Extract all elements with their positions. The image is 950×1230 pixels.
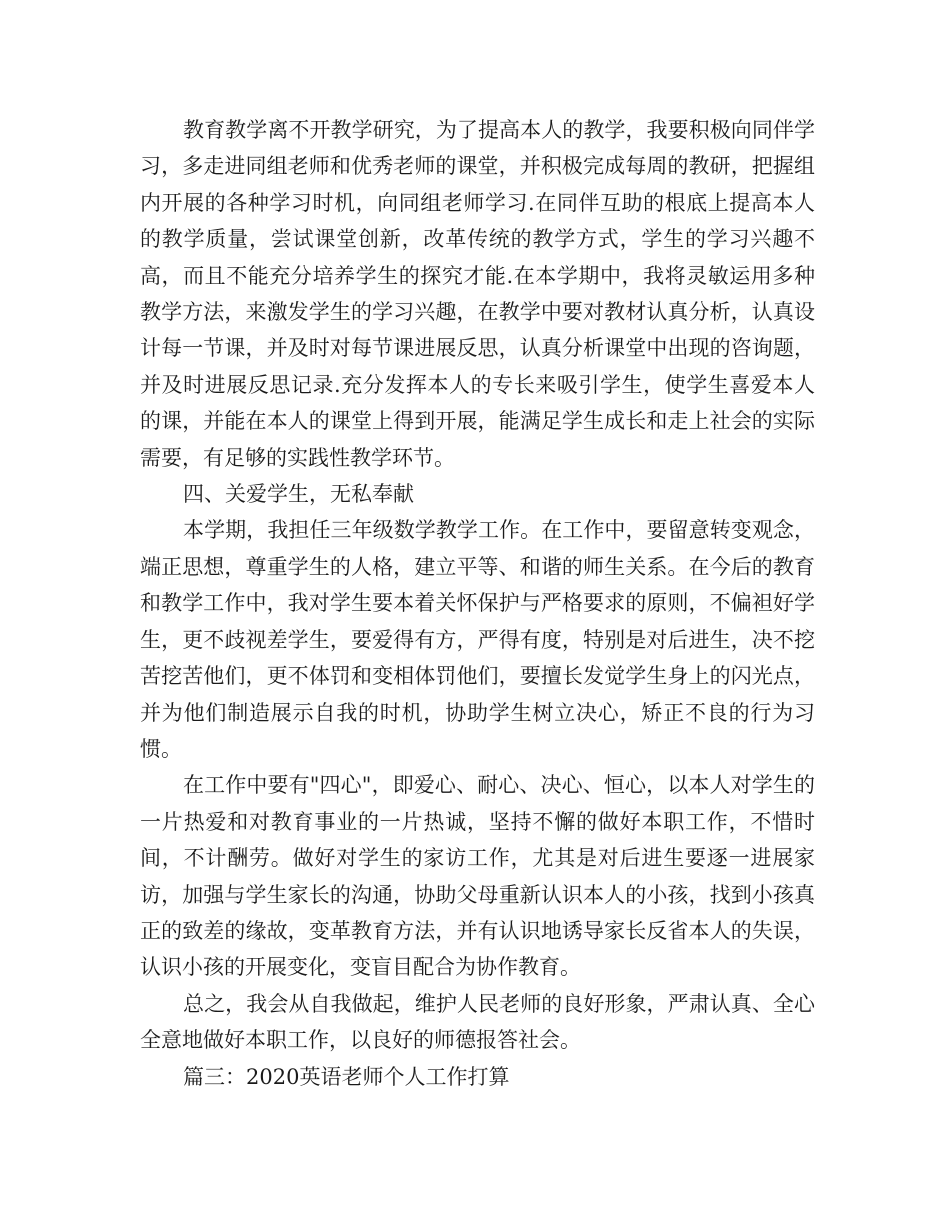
paragraph-summary: 总之，我会从自我做起，维护人民老师的良好形象，严肃认真、全心全意地做好本职工作，以良好的师德报答社会。	[140, 991, 815, 1053]
paragraph-teaching-research: 教育教学离不开教学研究，为了提高本人的教学，我要积极向同伴学习，多走进同组老师和优秀老师的课堂，并积极完成每周的教研，把握组内开展的各种学习时机，向同组老师学习.在同伴互助的根底上提高本人的教学质量，尝试课堂创新，改革传统的教学方式，学生的学习兴趣不高，而且不能充分培养学生的探究才能.在本学期中，我将灵敏运用多种教学方法，来激发学生的学习兴趣，在教学中要对教材认真分析，认真设计每一节课，并及时对每节课进展反思，认真分析课堂中出现的咨询题，并及时进展反思记录.充分发挥本人的专长来吸引学生，使学生喜爱本人的课，并能在本人的课堂上得到开展，能满足学生成长和走上社会的实际需要，有足够的实践性教学环节。	[140, 118, 815, 470]
paragraph-four-hearts: 在工作中要有"四心"，即爱心、耐心、决心、恒心，以本人对学生的一片热爱和对教育事业的一片热诚，坚持不懈的做好本职工作，不惜时间，不计酬劳。做好对学生的家访工作，尤其是对后进生要逐一进展家访，加强与学生家长的沟通，协助父母重新认识本人的小孩，找到小孩真正的致差的缘故，变革教育方法，并有认识地诱导家长反省本人的失误，认识小孩的开展变化，变盲目配合为协作教育。	[140, 773, 815, 980]
section-heading-care-students: 四、关爱学生，无私奉献	[183, 482, 415, 507]
paragraph-semester-work: 本学期，我担任三年级数学教学工作。在工作中，要留意转变观念，端正思想，尊重学生的人格，建立平等、和谐的师生关系。在今后的教育和教学工作中，我对学生要本着关怀保护与严格要求的原则，不偏袒好学生，更不歧视差学生，要爱得有方，严得有度，特别是对后进生，决不挖苦挖苦他们，更不体罚和变相体罚他们，要擅长发觉学生身上的闪光点，并为他们制造展示自我的时机，协助学生树立决心，矫正不良的行为习惯。	[140, 518, 815, 761]
section-heading-part-three: 篇三：2020英语老师个人工作打算	[183, 1064, 510, 1089]
document-body	[140, 112, 815, 1095]
